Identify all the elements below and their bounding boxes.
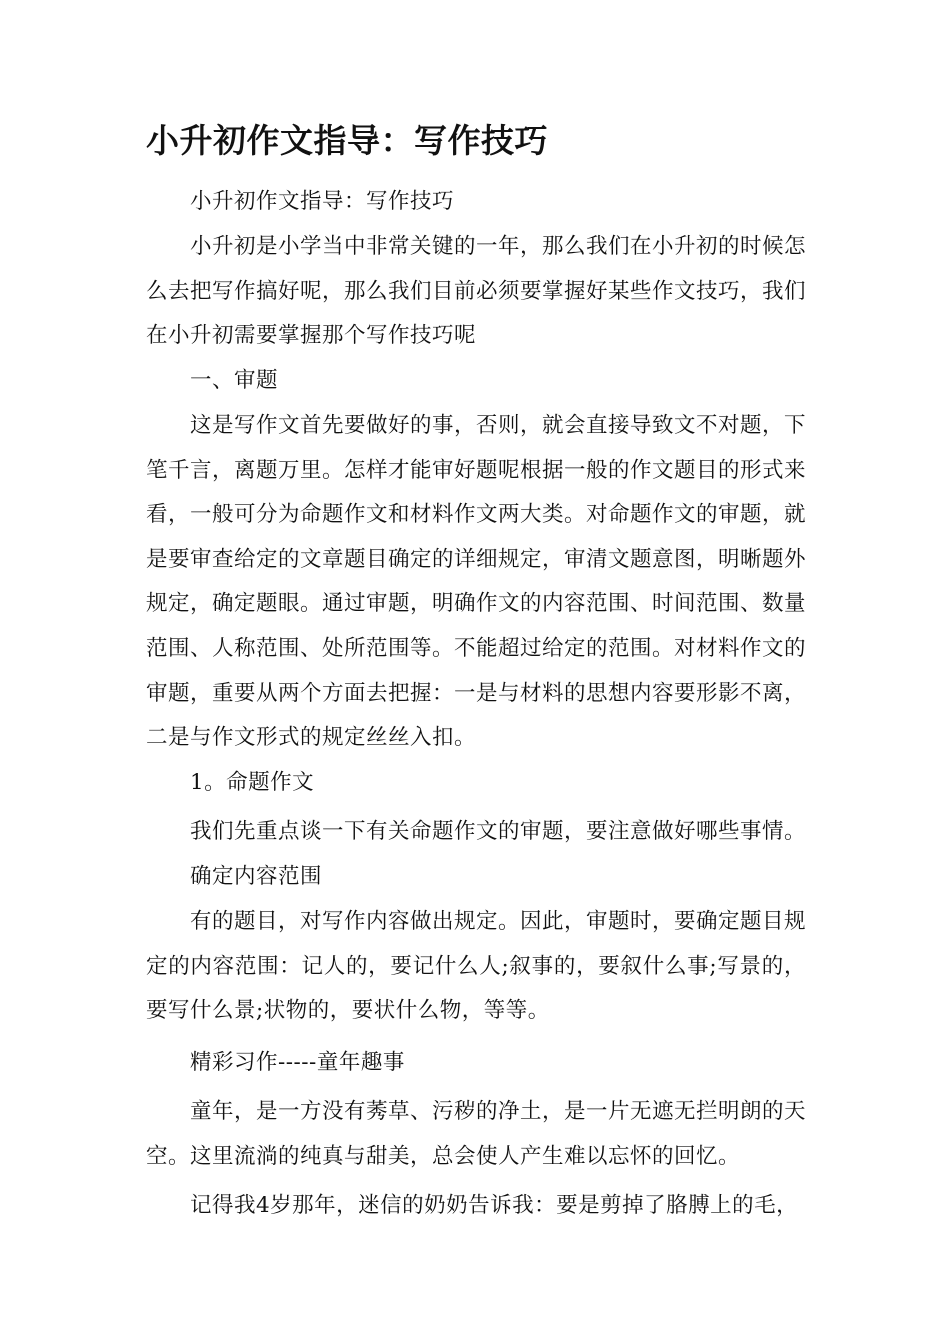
mingti-intro-paragraph: 我们先重点谈一下有关命题作文的审题，要注意做好哪些事情。: [190, 819, 807, 844]
subheading-content-range: 确定内容范围: [190, 864, 323, 889]
sample-essay-heading: 精彩习作-----童年趣事: [190, 1050, 405, 1075]
subheading-mingti-zuowen: 1。命题作文: [190, 770, 315, 795]
document-title: 小升初作文指导：写作技巧: [146, 121, 548, 160]
content-range-paragraph: 有的题目，对写作内容做出规定。因此，审题时，要确定题目规定的内容范围：记人的，要记什么人;叙事的，要叙什么事;写景的，要写什么景;状物的，要状什么物，等等。: [146, 909, 807, 1024]
sample-essay-paragraph-2: 记得我4岁那年，迷信的奶奶告诉我：要是剪掉了胳膊上的毛，: [190, 1193, 799, 1218]
subtitle-paragraph: 小升初作文指导：写作技巧: [190, 189, 455, 214]
sample-essay-paragraph-1: 童年，是一方没有莠草、污秽的净土，是一片无遮无拦明朗的天空。这里流淌的纯真与甜美，总会使人产生难以忘怀的回忆。: [146, 1099, 807, 1169]
section-heading-shenti: 一、审题: [190, 368, 279, 393]
shenti-paragraph: 这是写作文首先要做好的事，否则，就会直接导致文不对题，下笔千言，离题万里。怎样才能审好题呢根据一般的作文题目的形式来看，一般可分为命题作文和材料作文两大类。对命题作文的审题，就是要审查给定的文章题目确定的详细规定，审清文题意图，明晰题外规定，确定题眼。通过审题，明确作文的内容范围、时间范围、数量范围、人称范围、处所范围等。不能超过给定的范围。对材料作文的审题，重要从两个方面去把握：一是与材料的思想内容要形影不离，二是与作文形式的规定丝丝入扣。: [146, 413, 807, 751]
intro-paragraph: 小升初是小学当中非常关键的一年，那么我们在小升初的时候怎么去把写作搞好呢，那么我们目前必须要掌握好某些作文技巧，我们在小升初需要掌握那个写作技巧呢: [146, 234, 807, 349]
